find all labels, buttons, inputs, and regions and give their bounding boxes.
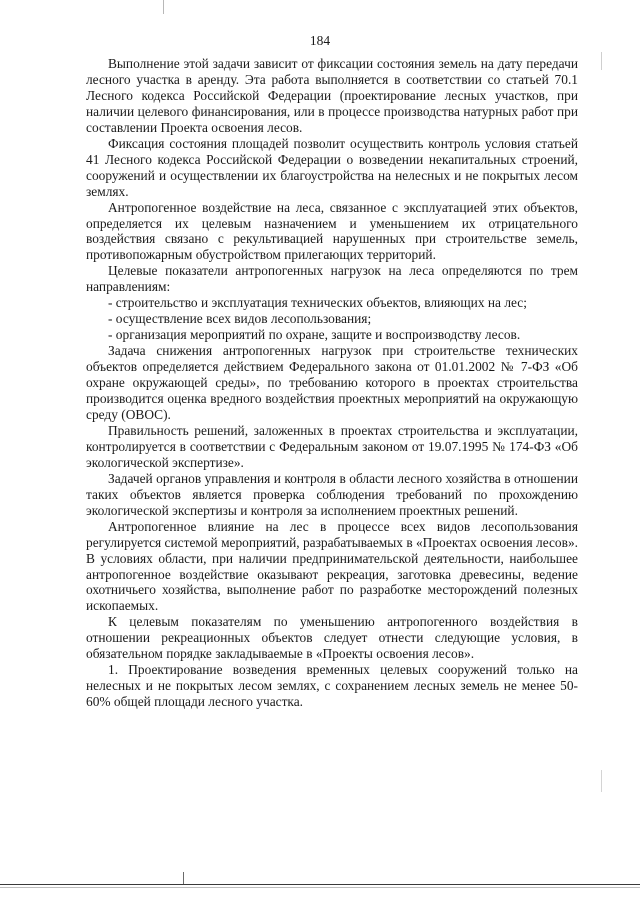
paragraph: Фиксация состояния площадей позволит осуществить контроль условия статьей 41 Лесного кодекса Российской Федерации о возведении некапитальных строений, сооружений и осуществлении их благоустройства на нелесных и не покрытых лесом землях. (86, 135, 578, 199)
paragraph: Задачей органов управления и контроля в области лесного хозяйства в отношении таких объектов является проверка соблюдения требований по прохождению экологической экспертизы и контроля за исполнением проектных решений. (86, 470, 578, 518)
paragraph: К целевым показателям по уменьшению антропогенного воздействия в отношении рекреационных объектов следует отнести следующие условия, в обязательном порядке закладываемые в «Проекты освоения лесов». (86, 614, 578, 662)
list-item: - организация мероприятий по охране, защите и воспроизводству лесов. (108, 327, 521, 343)
page-number: 184 (309, 33, 331, 48)
paragraph: Целевые показатели антропогенных нагрузок на леса определяются по трем направлениям: (86, 263, 578, 295)
paragraph: Антропогенное влияние на лес в процессе всех видов лесопользования регулируется системой мероприятий, разрабатываемых в «Проектах освоения лесов». В условиях области, при наличии предпринимательской деятельности, наибольшее антропогенное воздействие оказывают рекреация, заготовка древесины, ведение охотничьего хозяйства, выполнение работ по разработке месторождений полезных ископаемых. (86, 518, 578, 614)
list-item: - осуществление всех видов лесопользования; (108, 311, 372, 327)
scan-mark-right (601, 770, 602, 792)
scan-mark-right (601, 52, 602, 70)
scan-mark-bottom (183, 872, 184, 884)
bottom-rule (0, 887, 640, 888)
paragraph: Выполнение этой задачи зависит от фиксации состояния земель на дату передачи лесного участка в аренду. Эта работа выполняется в соответствии со статьей 70.1 Лесного кодекса Российской Федерации (проектирование лесных участков, при наличии целевого финансирования, или в процессе производства натурных работ при составлении Проекта освоения лесов. (86, 56, 578, 135)
paragraph: Правильность решений, заложенных в проектах строительства и эксплуатации, контролируется в соответствии с Федеральным законом от 19.07.1995 № 174-ФЗ «Об экологической экспертизе». (86, 422, 578, 470)
document-body (86, 56, 578, 710)
paragraph: 1. Проектирование возведения временных целевых сооружений только на нелесных и не покрытых лесом землях, с сохранением лесных земель не менее 50-60% общей площади лесного участка. (86, 662, 578, 710)
scan-mark-top (163, 0, 164, 14)
paragraph: Задача снижения антропогенных нагрузок при строительстве технических объектов определяется действием Федерального закона от 01.01.2002 № 7-ФЗ «Об охране окружающей среды», по требованию которого в проектах строительства производится оценка вредного воздействия проектных мероприятий на окружающую среду (ОВОС). (86, 343, 578, 422)
bottom-rule (0, 884, 640, 885)
list-item: - строительство и эксплуатация технических объектов, влияющих на лес; (108, 295, 527, 311)
paragraph: Антропогенное воздействие на леса, связанное с эксплуатацией этих объектов, определяется их целевым назначением и уменьшением их отрицательного воздействия связано с рекультивацией нарушенных при строительстве земель, противопожарным обустройством прилегающих территорий. (86, 199, 578, 263)
